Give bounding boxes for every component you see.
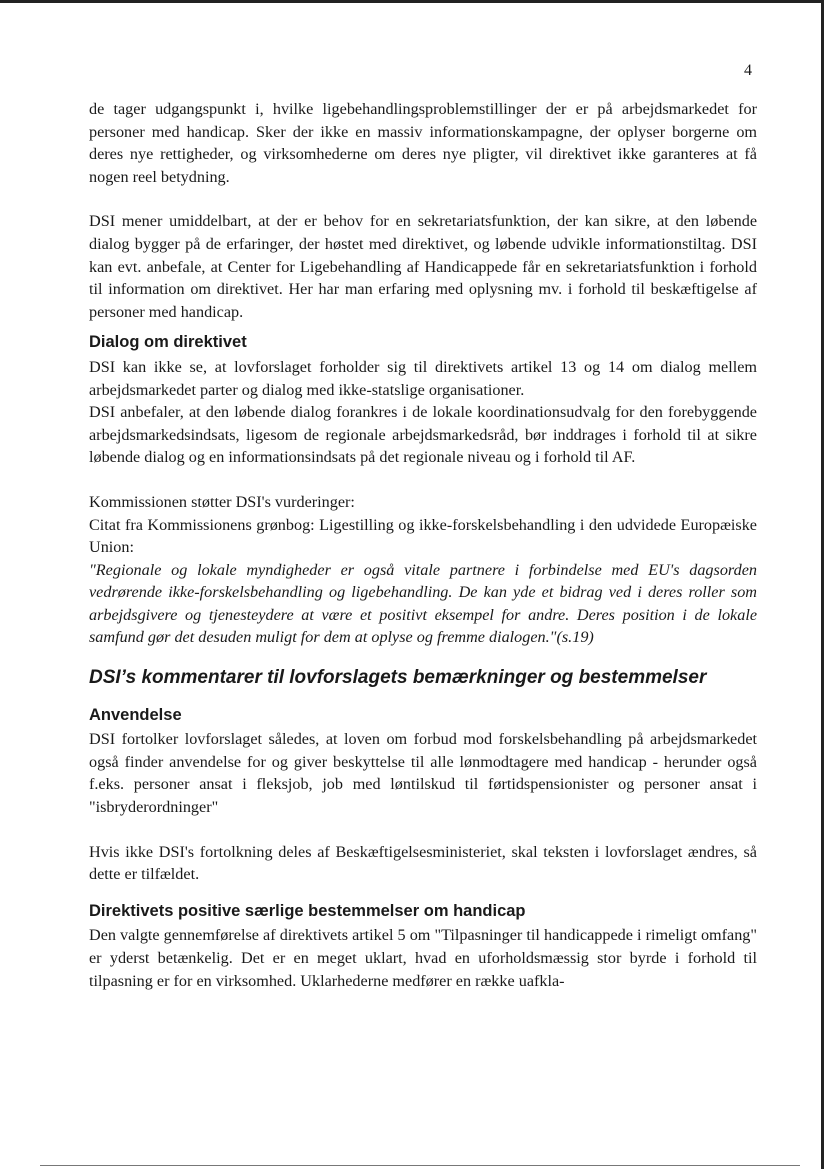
paragraph: de tager udgangspunkt i, hvilke ligebehandlingsproblemstillinger der er på arbejdsmarkedet for personer med handicap. Sker der ikke en massiv informationskampagne, der oplyser borgerne om deres nye rettigheder, og virksomhederne om deres nye pligter, vil direktivet ikke garanteres at få nogen reel betydning. [89, 100, 757, 186]
document-body [89, 98, 757, 992]
paragraph: Hvis ikke DSI's fortolkning deles af Beskæftigelsesministeriet, skal teksten i lovforslaget ændres, så dette er tilfældet. [89, 842, 757, 884]
main-section-heading: DSI’s kommentarer til lovforslagets bemærkninger og bestemmelser [89, 667, 707, 689]
scan-edge-bottom [40, 1165, 800, 1166]
paragraph: DSI anbefaler, at den løbende dialog forankres i de lokale koordinationsudvalg for den forebyggende arbejdsmarkedsindsats, ligesom de regionale arbejdsmarkedsråd, bør inddrages i forhold til at sikre løbende dialog og en informationsindsats på det regionale niveau og i forhold til AF. [89, 403, 757, 467]
paragraph: DSI kan ikke se, at lovforslaget forholder sig til direktivets artikel 13 og 14 om dialog mellem arbejdsmarkedet parter og dialog med ikke-statslige organisationer. [89, 357, 757, 399]
section-heading-positive: Direktivets positive særlige bestemmelser om handicap [89, 901, 526, 920]
quotation: "Regionale og lokale myndigheder er også vitale partnere i forbindelse med EU's dagsorden vedrørende ikke-forskelsbehandling og ligebehandling. De kan yde et bidrag ved i deres roller som arbejdsgivere og tjenesteydere at være et positivt eksempel for andre. Deres position i de lokale samfund gør det desuden muligt for dem at oplyse og fremme dialogen."(s.19) [89, 560, 757, 647]
section-heading-dialog: Dialog om direktivet [89, 333, 247, 352]
page-number: 4 [744, 62, 752, 79]
section-heading-anvendelse: Anvendelse [89, 705, 182, 724]
paragraph: Den valgte gennemførelse af direktivets artikel 5 om "Tilpasninger til handicappede i rimeligt omfang" er yderst betænkelig. Det er en meget uklart, hvad en uforholdsmæssig stor byrde i forhold til tilpasning er for en virksomhed. Uklarhederne medfører en række uafkla- [89, 926, 757, 990]
paragraph: Kommissionen støtter DSI's vurderinger: [89, 492, 355, 511]
scan-edge-top [0, 0, 824, 3]
paragraph: Citat fra Kommissionens grønbog: Ligestilling og ikke-forskelsbehandling i den udvidede Europæiske Union: [89, 515, 757, 557]
paragraph: DSI fortolker lovforslaget således, at loven om forbud mod forskelsbehandling på arbejdsmarkedet også finder anvendelse for og giver beskyttelse til alle lønmodtagere med handicap - herunder også f.eks. personer ansat i fleksjob, job med løntilskud til førtidspensionister og personer ansat i "isbryderordninger" [89, 730, 757, 817]
paragraph: DSI mener umiddelbart, at der er behov for en sekretariatsfunktion, der kan sikre, at den løbende dialog bygger på de erfaringer, der høstet med direktivet, og løbende udvikle informationstiltag. DSI kan evt. anbefale, at Center for Ligebehandling af Handicappede får en sekretariatsfunktion i forhold til information om direktivet. Her har man erfaring med oplysning mv. i forhold til beskæftigelse af personer med handicap. [89, 212, 757, 321]
